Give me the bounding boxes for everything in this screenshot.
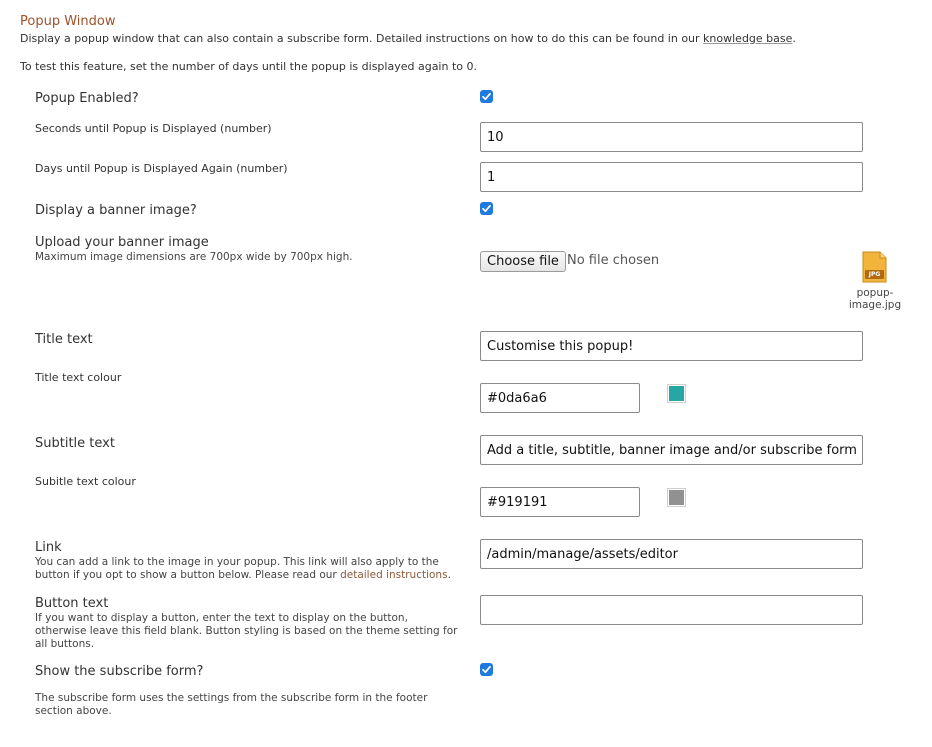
file-name-line1: popup- [856, 287, 894, 299]
subtitle-colour-input[interactable]: #919191 [480, 487, 640, 517]
seconds-input[interactable]: 10 [480, 122, 863, 152]
banner-enabled-label: Display a banner image? [35, 203, 197, 218]
title-colour-input[interactable]: #0da6a6 [480, 383, 640, 413]
file-name-caption [845, 287, 905, 311]
title-colour-label: Title text colour [35, 371, 122, 384]
button-help-line1: If you want to display a button, enter the text to display on the button, [35, 612, 408, 624]
subtitle-text-input[interactable]: Add a title, subtitle, banner image and/or subscribe form [480, 435, 863, 465]
button-text-input[interactable] [480, 595, 863, 625]
banner-enabled-checkbox[interactable] [480, 202, 493, 215]
button-text-help [35, 612, 457, 651]
link-help-end: . [447, 569, 451, 581]
title-colour-fill [669, 386, 684, 401]
subtitle-colour-fill [669, 490, 684, 505]
days-label: Days until Popup is Displayed Again (number) [35, 162, 288, 175]
popup-enabled-label: Popup Enabled? [35, 91, 139, 106]
link-help-line2 [35, 569, 451, 582]
subscribe-help-line2: section above. [35, 705, 112, 717]
checkmark-icon [481, 91, 492, 102]
upload-help: Maximum image dimensions are 700px wide by 700px high. [35, 251, 353, 263]
section-intro [20, 32, 796, 45]
subtitle-text-label: Subtitle text [35, 436, 115, 451]
subscribe-label: Show the subscribe form? [35, 664, 204, 679]
link-help-text: button if you opt to show a button below. Please read our [35, 569, 341, 581]
file-name-line2: image.jpg [848, 299, 902, 311]
section-title: Popup Window [20, 14, 116, 29]
subscribe-help-line1: The subscribe form uses the settings from the subscribe form in the footer [35, 692, 428, 704]
seconds-label: Seconds until Popup is Displayed (number) [35, 122, 272, 135]
link-help-line1: You can add a link to the image in your popup. This link will also apply to the [35, 556, 439, 568]
subtitle-colour-swatch[interactable] [667, 488, 686, 507]
subscribe-help [35, 692, 427, 718]
title-colour-swatch[interactable] [667, 384, 686, 403]
choose-file-button[interactable]: Choose file [480, 251, 566, 272]
checkmark-icon [481, 203, 492, 214]
jpg-badge: JPG [868, 271, 881, 278]
checkmark-icon [481, 664, 492, 675]
button-help-line2: otherwise leave this field blank. Button styling is based on the theme setting for [35, 625, 458, 637]
subtitle-colour-label: Subitle text colour [35, 475, 136, 488]
title-text-input[interactable]: Customise this popup! [480, 331, 863, 361]
link-label: Link [35, 540, 62, 555]
jpg-file-icon[interactable] [861, 251, 888, 283]
title-text-label: Title text [35, 332, 93, 347]
link-help [35, 556, 451, 582]
button-text-label: Button text [35, 596, 109, 611]
intro-end: . [792, 32, 796, 45]
upload-label: Upload your banner image [35, 235, 209, 250]
button-help-line3: all buttons. [35, 638, 95, 650]
file-status: No file chosen [567, 253, 660, 268]
days-input[interactable]: 1 [480, 162, 863, 192]
test-note: To test this feature, set the number of days until the popup is displayed again to 0. [20, 60, 477, 73]
knowledge-base-link[interactable]: knowledge base [703, 32, 793, 45]
intro-text: Display a popup window that can also contain a subscribe form. Detailed instructions on how to do this can be found in our [20, 32, 704, 45]
link-input[interactable]: /admin/manage/assets/editor [480, 539, 863, 569]
popup-enabled-checkbox[interactable] [480, 90, 493, 103]
detailed-instructions-link[interactable]: detailed instructions [340, 569, 448, 581]
subscribe-checkbox[interactable] [480, 663, 493, 676]
